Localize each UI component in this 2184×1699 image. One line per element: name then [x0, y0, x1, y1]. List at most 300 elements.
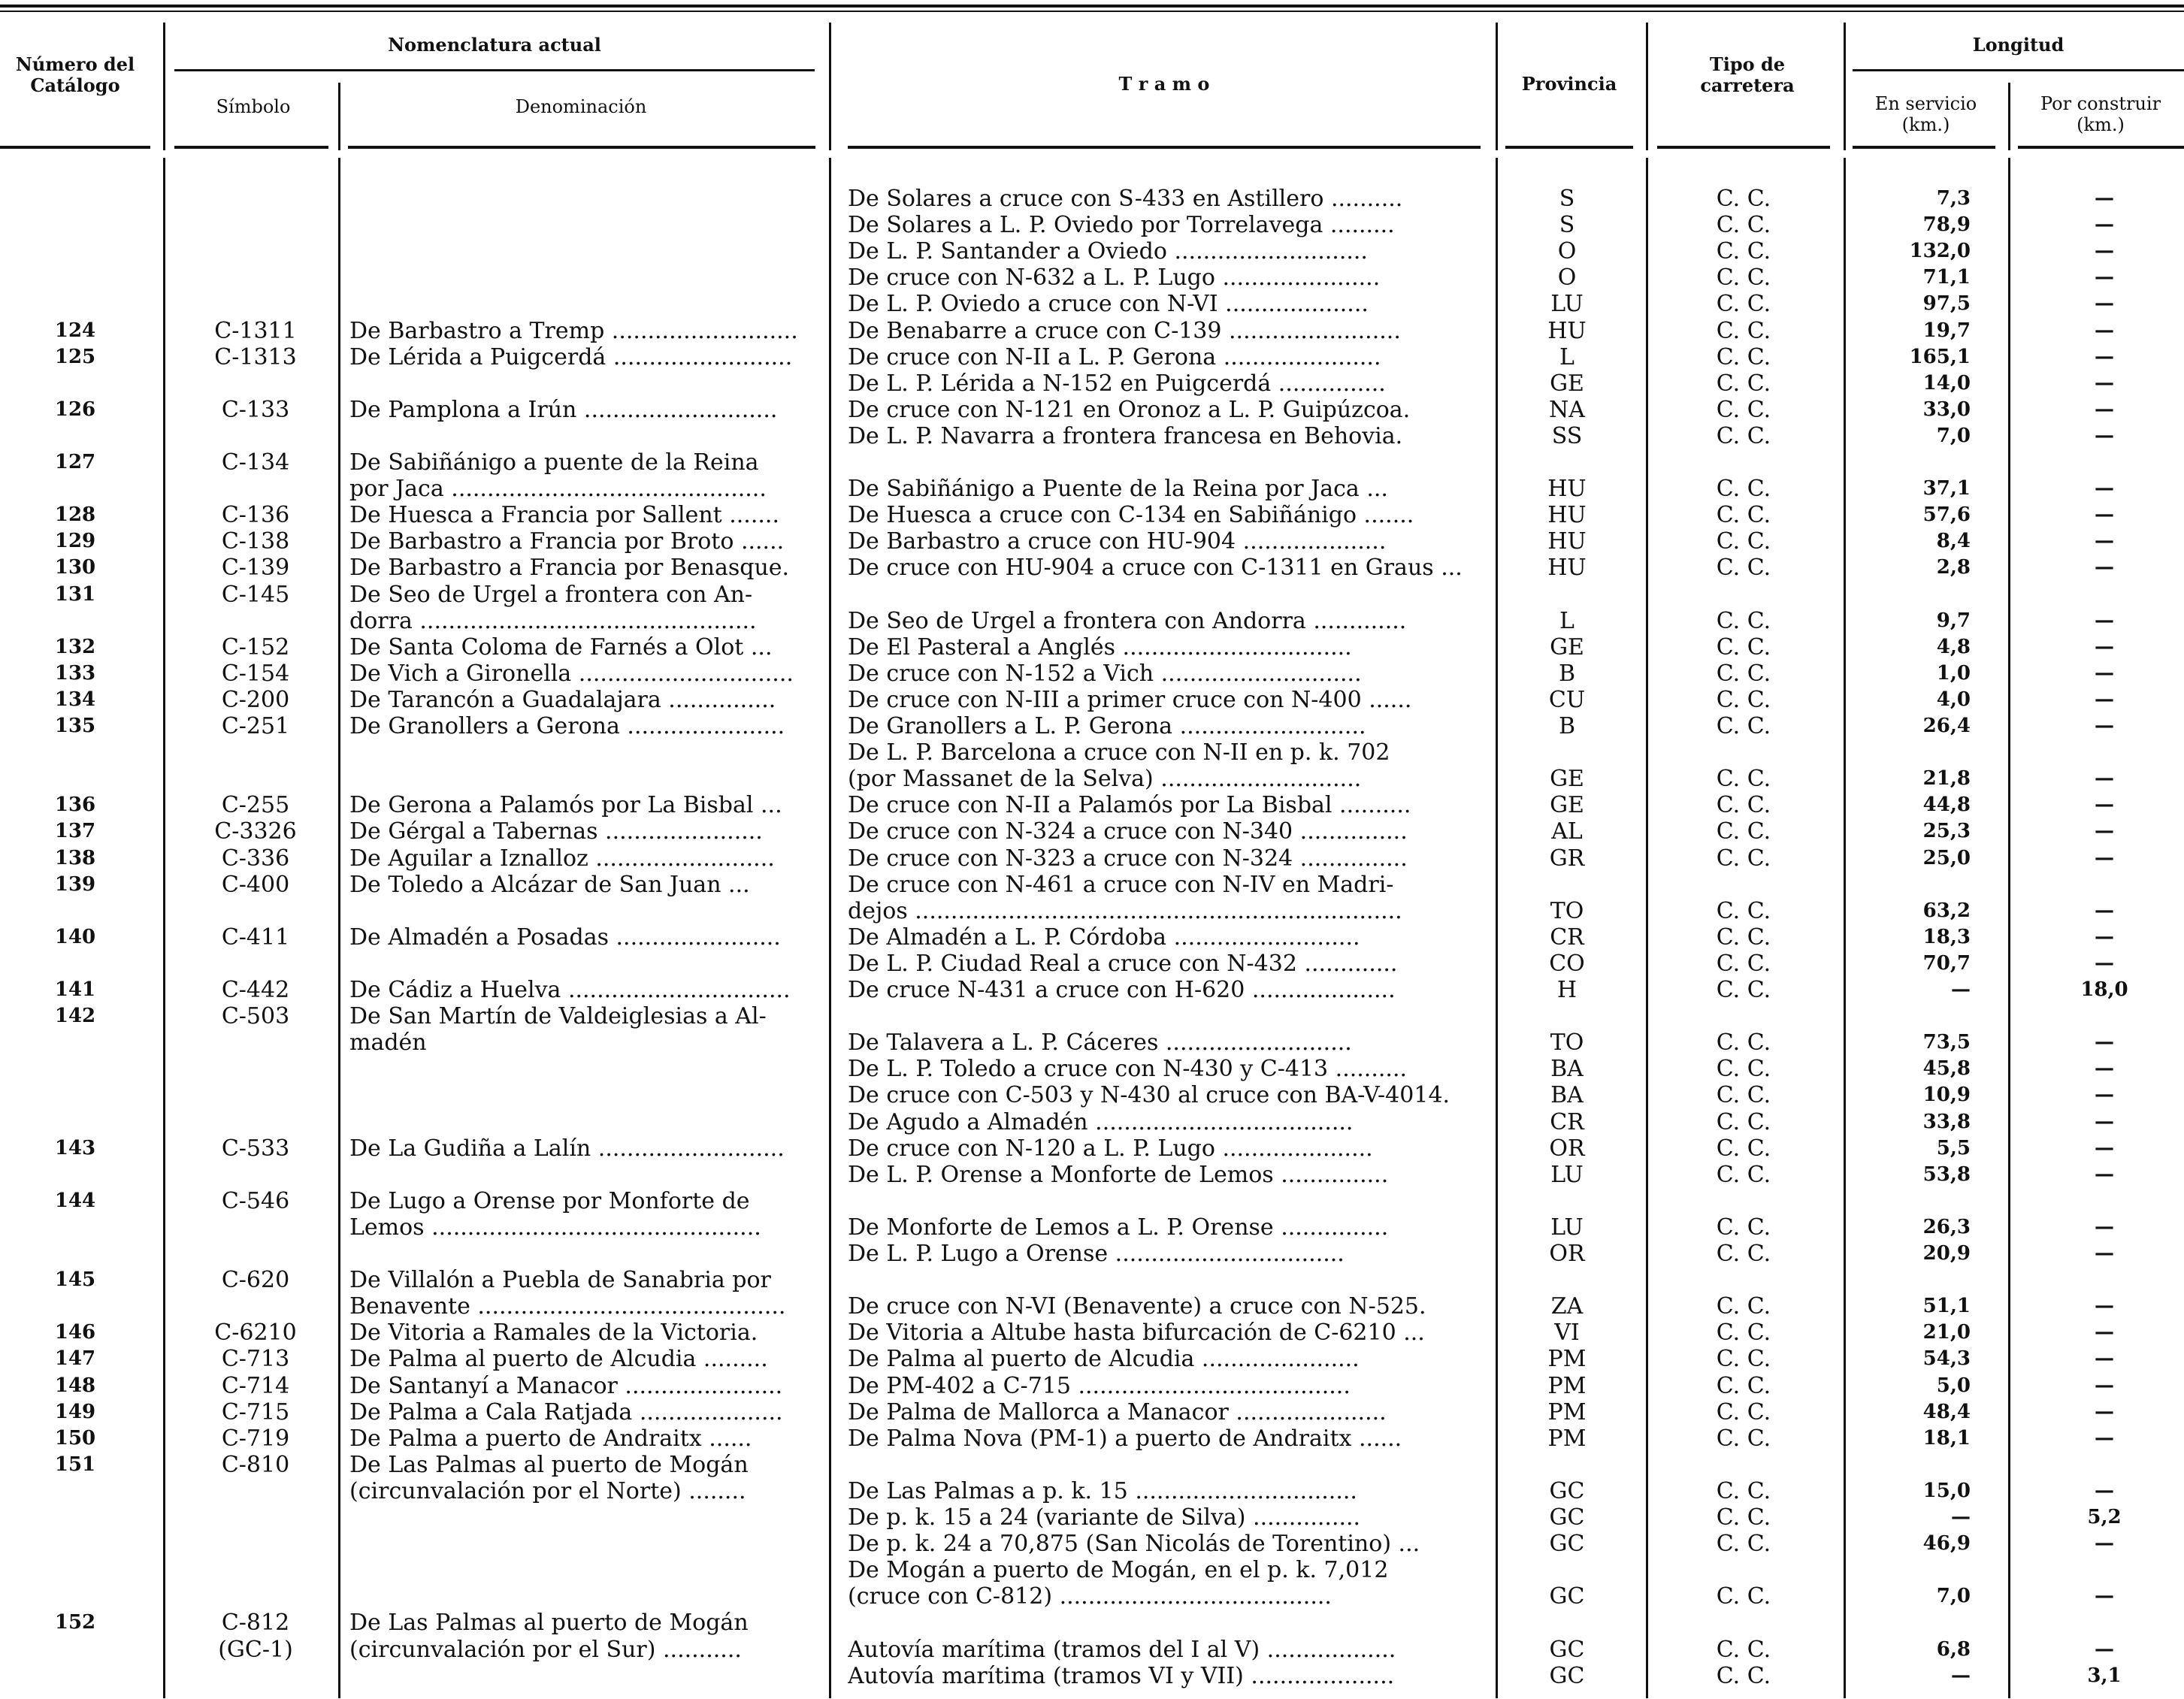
table-row: [0, 845, 2184, 872]
row-tramo: De cruce con N-120 a L. P. Lugo .....................: [848, 1135, 1373, 1162]
row-provincia: CO: [1549, 950, 1585, 977]
row-tramo: De cruce con N-323 a cruce con N-324 ...............: [848, 845, 1408, 872]
row-symbol: C-620: [221, 1267, 290, 1294]
row-en-servicio: 165,1: [1909, 345, 1971, 368]
row-provincia: OR: [1549, 1241, 1585, 1267]
table-row: [0, 449, 2184, 476]
row-tramo: De cruce N-431 a cruce con H-620 ....................: [848, 977, 1396, 1003]
row-en-servicio: 25,3: [1922, 820, 1971, 843]
row-en-servicio: 20,9: [1922, 1242, 1971, 1265]
row-provincia: TO: [1550, 1029, 1584, 1057]
row-en-servicio: —: [1951, 1506, 1971, 1528]
row-por-construir: —: [2095, 345, 2114, 368]
row-provincia: BA: [1550, 1056, 1584, 1083]
row-tipo: C. C.: [1716, 1531, 1771, 1558]
table-row: [0, 265, 2184, 291]
header-tramo: T r a m o: [1118, 73, 1210, 95]
row-provincia: PM: [1547, 1398, 1587, 1425]
row-denominacion: De Almadén a Posadas .......................: [349, 924, 781, 951]
row-number: 131: [54, 582, 96, 606]
row-tramo: De p. k. 24 a 70,875 (San Nicolás de Torentino) ...: [848, 1531, 1420, 1558]
row-tramo: De cruce con N-II a Palamós por La Bisbal ..........: [848, 792, 1411, 819]
row-por-construir: 5,2: [2087, 1506, 2122, 1528]
table-row: [0, 739, 2184, 766]
row-denominacion: De Vitoria a Ramales de la Victoria.: [349, 1320, 758, 1347]
table-row: [0, 318, 2184, 344]
table-row: [0, 212, 2184, 238]
row-en-servicio: 46,9: [1922, 1532, 1971, 1555]
row-en-servicio: 53,8: [1922, 1162, 1971, 1186]
row-en-servicio: 4,0: [1936, 688, 1971, 711]
row-denominacion: De Barbastro a Tremp ..........................: [349, 317, 798, 344]
row-por-construir: —: [2095, 1374, 2114, 1397]
row-tipo: C. C.: [1716, 1082, 1771, 1109]
row-por-construir: —: [2095, 1215, 2114, 1238]
row-en-servicio: 21,0: [1922, 1321, 1971, 1344]
row-tipo: C. C.: [1716, 818, 1771, 845]
table-row: [0, 1637, 2184, 1663]
row-en-servicio: —: [1951, 978, 1971, 1001]
row-tipo: C. C.: [1716, 924, 1771, 951]
row-tipo: C. C.: [1716, 343, 1771, 370]
table-row: [0, 1214, 2184, 1241]
row-por-construir: —: [2095, 609, 2114, 632]
row-por-construir: —: [2095, 846, 2114, 869]
row-symbol: C-719: [221, 1425, 290, 1452]
table-row: [0, 1346, 2184, 1372]
row-tramo: De L. P. Santander a Oviedo ...........................: [848, 238, 1368, 265]
row-number: 138: [54, 846, 96, 869]
row-por-construir: —: [2095, 1400, 2114, 1423]
row-tramo: De p. k. 15 a 24 (variante de Silva) ...............: [848, 1504, 1361, 1531]
row-provincia: OR: [1549, 1135, 1585, 1162]
row-tramo: De cruce con N-461 a cruce con N-IV en Madri-: [848, 871, 1394, 898]
row-por-construir: —: [2095, 951, 2114, 975]
row-en-servicio: 7,0: [1936, 1585, 1971, 1608]
row-por-construir: —: [2095, 688, 2114, 711]
row-por-construir: —: [2095, 794, 2114, 817]
row-symbol: (GC-1): [218, 1636, 293, 1663]
row-denominacion: De Sabiñánigo a puente de la Reina: [349, 449, 759, 476]
row-number: 143: [54, 1136, 96, 1159]
row-symbol: C-533: [221, 1135, 290, 1162]
row-tipo: C. C.: [1716, 1135, 1771, 1162]
row-symbol: C-1311: [214, 317, 297, 344]
row-por-construir: —: [2095, 925, 2114, 948]
row-denominacion: De Huesca a Francia por Sallent .......: [349, 502, 779, 529]
row-tramo: (por Massanet de la Selva) ............................: [848, 766, 1362, 793]
row-provincia: LU: [1550, 1161, 1584, 1188]
table-row: [0, 502, 2184, 528]
row-symbol: C-715: [221, 1398, 290, 1425]
row-en-servicio: 26,4: [1922, 715, 1971, 737]
row-tipo: C. C.: [1716, 1029, 1771, 1057]
row-tramo: De L. P. Toledo a cruce con N-430 y C-413 ..........: [848, 1056, 1408, 1083]
row-en-servicio: 78,9: [1922, 213, 1971, 237]
row-por-construir: —: [2095, 556, 2114, 579]
row-tipo: C. C.: [1716, 212, 1771, 239]
row-tipo: C. C.: [1716, 845, 1771, 872]
row-provincia: GE: [1550, 792, 1584, 819]
table-row: [0, 1373, 2184, 1399]
row-provincia: ZA: [1550, 1293, 1584, 1320]
row-number: 135: [54, 715, 96, 737]
row-tramo: De cruce con HU-904 a cruce con C-1311 en Graus ...: [848, 555, 1463, 582]
row-provincia: PM: [1547, 1346, 1587, 1373]
row-por-construir: —: [2095, 530, 2114, 553]
row-tramo: De Palma al puerto de Alcudia ......................: [848, 1346, 1360, 1373]
row-tramo: De cruce con N-VI (Benavente) a cruce con N-525.: [848, 1293, 1426, 1320]
row-provincia: B: [1558, 713, 1576, 739]
table-row: [0, 555, 2184, 581]
table-row: [0, 1188, 2184, 1214]
row-en-servicio: 33,0: [1922, 398, 1971, 421]
table-row: [0, 1425, 2184, 1452]
row-denominacion: De Barbastro a Francia por Broto ......: [349, 528, 785, 555]
row-por-construir: —: [2095, 1479, 2114, 1502]
row-tramo: De cruce con N-121 en Oronoz a L. P. Guipúzcoa.: [848, 396, 1411, 423]
table-row: [0, 1241, 2184, 1267]
row-denominacion: De Santa Coloma de Farnés a Olot ...: [349, 633, 773, 661]
row-number: 151: [54, 1453, 96, 1476]
row-tramo: De L. P. Ciudad Real a cruce con N-432 .............: [848, 950, 1398, 977]
row-denominacion: Benavente ...........................................: [349, 1293, 786, 1320]
row-en-servicio: 18,1: [1922, 1426, 1971, 1450]
table-row: [0, 476, 2184, 502]
row-provincia: S: [1559, 186, 1575, 212]
row-por-construir: —: [2095, 1426, 2114, 1450]
row-por-construir: —: [2095, 1031, 2114, 1054]
row-number: 140: [54, 925, 96, 948]
row-por-construir: —: [2095, 820, 2114, 843]
row-tipo: C. C.: [1716, 1372, 1771, 1399]
row-en-servicio: 21,8: [1922, 767, 1971, 791]
row-tramo: De L. P. Lérida a N-152 en Puigcerdá ...............: [848, 370, 1386, 397]
row-provincia: GC: [1549, 1531, 1585, 1558]
row-provincia: O: [1557, 265, 1577, 292]
row-tipo: C. C.: [1716, 396, 1771, 423]
row-symbol: C-152: [221, 633, 290, 661]
row-por-construir: —: [2095, 715, 2114, 737]
row-tipo: C. C.: [1716, 1504, 1771, 1531]
row-tipo: C. C.: [1716, 950, 1771, 977]
header-provincia: Provincia: [1521, 73, 1617, 95]
row-por-construir: —: [2095, 661, 2114, 685]
row-en-servicio: 2,8: [1936, 556, 1971, 579]
row-en-servicio: 14,0: [1922, 371, 1971, 395]
row-number: 128: [54, 503, 96, 527]
table-row: [0, 1583, 2184, 1610]
row-provincia: CU: [1548, 686, 1586, 713]
row-por-construir: —: [2095, 292, 2114, 316]
row-tipo: C. C.: [1716, 1241, 1771, 1267]
row-por-construir: —: [2095, 1532, 2114, 1555]
row-tipo: C. C.: [1716, 422, 1771, 449]
row-en-servicio: 5,0: [1936, 1374, 1971, 1397]
row-tipo: C. C.: [1716, 1398, 1771, 1425]
row-en-servicio: 25,0: [1922, 846, 1971, 869]
table-row: [0, 634, 2184, 661]
row-denominacion: De Palma a puerto de Andraitx ......: [349, 1425, 752, 1452]
row-number: 124: [54, 319, 96, 342]
row-tipo: C. C.: [1716, 1056, 1771, 1083]
row-tramo: De Sabiñánigo a Puente de la Reina por Jaca ...: [848, 476, 1388, 503]
row-denominacion: (circunvalación por el Norte) ........: [349, 1477, 746, 1504]
row-provincia: GC: [1549, 1477, 1585, 1504]
row-symbol: C-133: [221, 396, 290, 423]
row-tipo: C. C.: [1716, 370, 1771, 397]
row-symbol: C-136: [221, 502, 290, 529]
row-tramo: De Solares a cruce con S-433 en Astillero ..........: [848, 186, 1403, 212]
row-number: 139: [54, 872, 96, 896]
row-symbol: C-411: [221, 924, 290, 951]
row-tipo: C. C.: [1716, 1161, 1771, 1188]
row-provincia: GC: [1549, 1583, 1585, 1610]
row-denominacion: De San Martín de Valdeiglesias a Al-: [349, 1003, 767, 1030]
table-row: [0, 713, 2184, 739]
row-tipo: C. C.: [1716, 1293, 1771, 1320]
header-tipo: Tipo de carretera: [1700, 53, 1795, 96]
row-por-construir: —: [2095, 477, 2114, 500]
row-provincia: CR: [1550, 924, 1584, 951]
row-number: 133: [54, 661, 96, 685]
table-row: [0, 608, 2184, 634]
table-row: [0, 818, 2184, 845]
row-por-construir: —: [2095, 767, 2114, 791]
row-symbol: C-400: [221, 871, 290, 898]
table-row: [0, 344, 2184, 370]
table-row: [0, 1452, 2184, 1478]
row-tipo: C. C.: [1716, 186, 1771, 212]
row-en-servicio: 54,3: [1922, 1347, 1971, 1371]
row-provincia: LU: [1550, 291, 1584, 318]
row-tramo: (cruce con C-812) ......................................: [848, 1583, 1332, 1610]
row-denominacion: De Santanyí a Manacor ......................: [349, 1372, 783, 1399]
row-denominacion: De Granollers a Gerona ......................: [349, 713, 785, 739]
row-denominacion: De Pamplona a Irún ...........................: [349, 396, 778, 423]
row-tramo: De cruce con N-324 a cruce con N-340 ...............: [848, 818, 1408, 845]
row-denominacion: De Gérgal a Tabernas ......................: [349, 818, 763, 845]
row-por-construir: —: [2095, 213, 2114, 237]
table-row: [0, 1135, 2184, 1162]
row-provincia: SS: [1551, 422, 1583, 449]
row-denominacion: De Seo de Urgel a frontera con An-: [349, 581, 753, 608]
row-por-construir: —: [2095, 1110, 2114, 1133]
row-provincia: GE: [1550, 370, 1584, 397]
row-tramo: De cruce con N-152 a Vich ............................: [848, 660, 1362, 687]
table-row: [0, 1056, 2184, 1082]
row-tramo: De Huesca a cruce con C-134 en Sabiñánigo .......: [848, 502, 1414, 529]
row-provincia: GE: [1550, 633, 1584, 661]
row-number: 125: [54, 345, 96, 368]
row-por-construir: —: [2095, 1136, 2114, 1159]
row-provincia: CR: [1550, 1108, 1584, 1135]
row-tramo: De L. P. Navarra a frontera francesa en Behovia.: [848, 422, 1403, 449]
row-provincia: HU: [1547, 502, 1587, 529]
row-en-servicio: 57,6: [1922, 503, 1971, 527]
row-denominacion: De Gerona a Palamós por La Bisbal ...: [349, 792, 782, 819]
row-provincia: NA: [1549, 396, 1585, 423]
row-number: 132: [54, 635, 96, 658]
row-symbol: C-255: [221, 792, 290, 819]
row-number: 130: [54, 556, 96, 579]
row-tramo: De El Pasteral a Anglés ................................: [848, 633, 1352, 661]
row-tramo: De Palma de Mallorca a Manacor .....................: [848, 1398, 1387, 1425]
row-symbol: C-134: [221, 449, 290, 476]
table-row: [0, 1029, 2184, 1056]
table-row: [0, 951, 2184, 977]
row-tipo: C. C.: [1716, 1583, 1771, 1610]
row-en-servicio: 44,8: [1922, 794, 1971, 817]
row-symbol: C-139: [221, 555, 290, 582]
header-nomenclatura: Nomenclatura actual: [388, 34, 601, 56]
row-number: 137: [54, 820, 96, 843]
row-por-construir: —: [2095, 1057, 2114, 1081]
row-en-servicio: 5,5: [1936, 1136, 1971, 1159]
table-row: [0, 1003, 2184, 1029]
row-number: 144: [54, 1189, 96, 1212]
row-por-construir: 18,0: [2080, 978, 2128, 1001]
row-denominacion: De Palma a Cala Ratjada ....................: [349, 1398, 783, 1425]
row-tramo: De Monforte de Lemos a L. P. Orense ...............: [848, 1214, 1389, 1241]
row-denominacion: De Toledo a Alcázar de San Juan ...: [349, 871, 750, 898]
row-por-construir: —: [2095, 635, 2114, 658]
row-provincia: HU: [1547, 476, 1587, 503]
row-tramo: De L. P. Lugo a Orense ................................: [848, 1241, 1345, 1267]
row-number: 148: [54, 1374, 96, 1397]
row-por-construir: 3,1: [2087, 1664, 2122, 1687]
table-row: [0, 1082, 2184, 1108]
row-denominacion: Lemos ..............................................: [349, 1214, 761, 1241]
row-denominacion: por Jaca ............................................: [349, 476, 767, 503]
row-symbol: C-138: [221, 528, 290, 555]
row-tramo: De Seo de Urgel a frontera con Andorra .............: [848, 607, 1407, 634]
row-number: 142: [54, 1005, 96, 1028]
row-por-construir: —: [2095, 1084, 2114, 1107]
row-provincia: PM: [1547, 1425, 1587, 1452]
row-number: 147: [54, 1347, 96, 1371]
row-provincia: GC: [1549, 1504, 1585, 1531]
row-provincia: VI: [1554, 1320, 1580, 1347]
row-tipo: C. C.: [1716, 766, 1771, 793]
table-row: [0, 1663, 2184, 1689]
row-por-construir: —: [2095, 1321, 2114, 1344]
row-provincia: AL: [1551, 818, 1583, 845]
row-en-servicio: 7,3: [1936, 187, 1971, 210]
row-tramo: De Palma Nova (PM-1) a puerto de Andraitx ......: [848, 1425, 1402, 1452]
row-number: 146: [54, 1321, 96, 1344]
row-symbol: C-503: [221, 1003, 290, 1030]
table-row: [0, 1399, 2184, 1425]
row-tramo: De Vitoria a Altube hasta bifurcación de C-6210 ...: [848, 1320, 1425, 1347]
row-en-servicio: 48,4: [1922, 1400, 1971, 1423]
row-symbol: C-810: [221, 1451, 290, 1478]
row-por-construir: —: [2095, 266, 2114, 289]
row-provincia: S: [1559, 212, 1575, 239]
table-row: [0, 291, 2184, 317]
row-number: 129: [54, 530, 96, 553]
row-por-construir: —: [2095, 187, 2114, 210]
header-por-construir: Por construir (km.): [2040, 93, 2161, 135]
row-tipo: C. C.: [1716, 792, 1771, 819]
table-row: [0, 370, 2184, 397]
row-provincia: B: [1558, 660, 1576, 687]
row-provincia: HU: [1547, 317, 1587, 344]
row-tramo: De Barbastro a cruce con HU-904 ....................: [848, 528, 1387, 555]
row-en-servicio: 15,0: [1922, 1479, 1971, 1502]
row-tipo: C. C.: [1716, 660, 1771, 687]
row-tramo: De Granollers a L. P. Gerona ..........................: [848, 713, 1366, 739]
row-number: 152: [54, 1611, 96, 1634]
table-row: [0, 186, 2184, 212]
row-en-servicio: 19,7: [1922, 319, 1971, 342]
table-row: [0, 898, 2184, 924]
row-provincia: GC: [1549, 1662, 1585, 1689]
row-en-servicio: —: [1951, 1664, 1971, 1687]
row-number: 127: [54, 451, 96, 473]
row-number: 134: [54, 688, 96, 711]
row-symbol: C-200: [221, 686, 290, 713]
table-row: [0, 1478, 2184, 1504]
row-tramo: De Benabarre a cruce con C-139 ........................: [848, 317, 1401, 344]
row-denominacion: De Cádiz a Huelva ...............................: [349, 977, 791, 1003]
row-tipo: C. C.: [1716, 633, 1771, 661]
row-en-servicio: 70,7: [1922, 951, 1971, 975]
row-number: 150: [54, 1426, 96, 1450]
row-denominacion: De Lugo a Orense por Monforte de: [349, 1187, 750, 1214]
row-symbol: C-154: [221, 660, 290, 687]
row-tipo: C. C.: [1716, 607, 1771, 634]
table-row: [0, 661, 2184, 687]
table-row: [0, 1109, 2184, 1135]
row-tipo: C. C.: [1716, 1477, 1771, 1504]
row-en-servicio: 97,5: [1922, 292, 1971, 316]
row-tipo: C. C.: [1716, 555, 1771, 582]
table-row: [0, 687, 2184, 713]
row-symbol: C-714: [221, 1372, 290, 1399]
row-tipo: C. C.: [1716, 686, 1771, 713]
row-provincia: GC: [1549, 1636, 1585, 1663]
row-en-servicio: 26,3: [1922, 1215, 1971, 1238]
row-por-construir: —: [2095, 899, 2114, 922]
table-row: [0, 1557, 2184, 1583]
row-por-construir: —: [2095, 1585, 2114, 1608]
row-tipo: C. C.: [1716, 502, 1771, 529]
table-row: [0, 766, 2184, 792]
row-tipo: C. C.: [1716, 291, 1771, 318]
table-row: [0, 1162, 2184, 1188]
row-en-servicio: 10,9: [1922, 1084, 1971, 1107]
row-provincia: O: [1557, 238, 1577, 265]
row-provincia: GR: [1549, 845, 1585, 872]
row-number: 145: [54, 1268, 96, 1292]
row-tipo: C. C.: [1716, 1320, 1771, 1347]
row-en-servicio: 9,7: [1936, 609, 1971, 632]
row-en-servicio: 73,5: [1922, 1031, 1971, 1054]
row-tramo: De Talavera a L. P. Cáceres ..........................: [848, 1029, 1352, 1057]
row-denominacion: De Palma al puerto de Alcudia .........: [349, 1346, 768, 1373]
row-tramo: De Las Palmas a p. k. 15 ...............................: [848, 1477, 1357, 1504]
table-row: [0, 1293, 2184, 1320]
row-por-construir: —: [2095, 371, 2114, 395]
row-en-servicio: 132,0: [1909, 240, 1971, 263]
row-symbol: C-812: [221, 1610, 290, 1637]
table-row: [0, 924, 2184, 951]
row-denominacion: De Villalón a Puebla de Sanabria por: [349, 1267, 771, 1294]
row-en-servicio: 51,1: [1922, 1295, 1971, 1318]
row-tipo: C. C.: [1716, 476, 1771, 503]
row-tipo: C. C.: [1716, 897, 1771, 924]
